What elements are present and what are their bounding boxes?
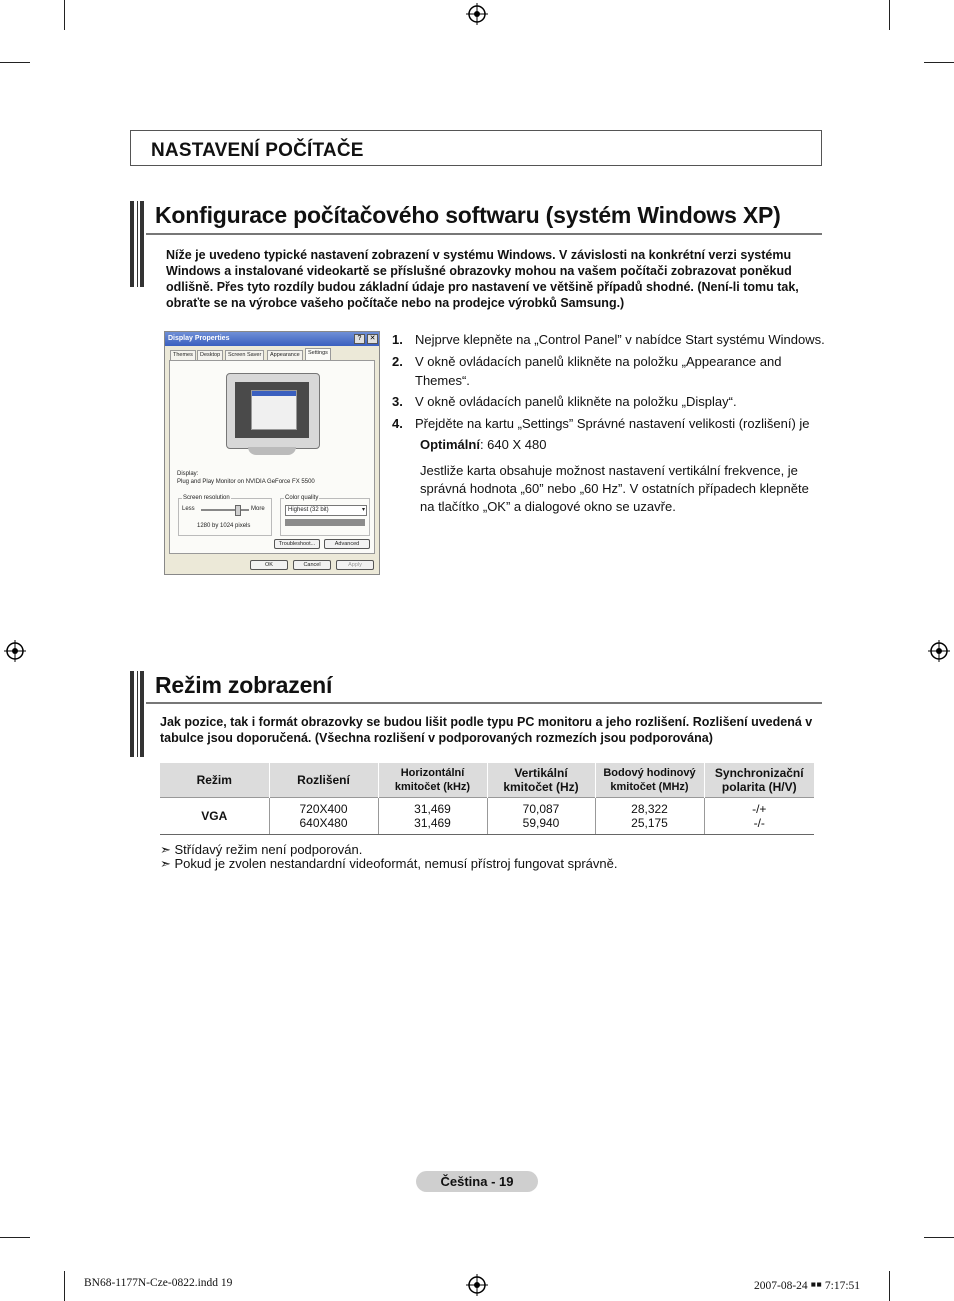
section-title-box [130,130,822,166]
monitor-screen [235,382,309,438]
cell-value: -/+ [752,802,767,816]
heading-bar [130,671,144,757]
cell-value: -/- [753,816,765,830]
cell-polarity [704,798,814,835]
table-header-row [160,763,814,798]
cell-value: 31,469 [414,816,451,830]
crop-mark [64,1271,65,1301]
cell-resolution [269,798,378,835]
heading-rule [146,702,822,704]
step-number: 3. [392,394,403,409]
resolution-slider[interactable] [201,509,249,511]
less-label: Less [182,506,195,512]
step-number: 4. [392,416,403,431]
cell-value: 640X480 [299,816,348,830]
color-quality-select[interactable] [285,505,367,516]
step-text: V okně ovládacích panelů klikněte na položku „Appearance and Themes“. [415,354,782,388]
troubleshoot-button[interactable]: Troubleshoot... [274,539,320,549]
crop-mark [924,62,954,63]
cell-horizontal [378,798,487,835]
ok-button[interactable]: OK [250,560,288,570]
cell-mode: VGA [160,798,269,835]
cell-value: 28,322 [631,802,668,816]
frequency-note: Jestliže karta obsahuje možnost nastavení vertikální frekvence, je správná hodnota „60” nebo „60 Hz”. V ostatních případech klepněte na tlačítko „OK” a dialogové okno se uzavře. [420,463,809,514]
crop-mark [0,1237,30,1238]
resolution-value: 1280 by 1024 pixels [197,523,251,529]
display-mode-heading: Režim zobrazení [155,672,333,698]
display-mode-intro: Jak pozice, tak i formát obrazovky se budou lišit podle typu PC monitoru a jeho rozlišení. Rozlišení uvedená v tabulce jsou doporučená. (Všechna rozlišení v podporovaných rozmezích jsou podporována) [160,715,813,745]
print-file-info: BN68-1177N-Cze-0822.indd 19 [84,1277,233,1289]
monitor-icon [226,373,320,449]
color-bar [285,519,365,526]
help-icon[interactable]: ? [354,334,365,344]
more-label: More [251,506,265,512]
settings-panel [169,360,375,554]
color-quality-value: Highest (32 bit) [288,507,329,513]
tab-desktop[interactable]: Desktop [197,350,223,360]
cell-pixel-clock [595,798,704,835]
page-number: Čeština - 19 [416,1171,538,1192]
optimal-value: : 640 X 480 [479,437,547,452]
resolution-group-label: Screen resolution [183,495,230,501]
heading-bar [130,201,144,287]
crop-mark [64,0,65,30]
header-vertical: Vertikální kmitočet (Hz) [487,763,595,798]
step-text: Nejprve klepněte na „Control Panel” v nabídce Start systému Windows. [415,332,825,347]
cell-value: 25,175 [631,816,668,830]
monitor-stand-icon [248,447,296,455]
color-group [280,495,370,536]
header-pixel-clock: Bodový hodinový kmitočet (MHz) [595,763,704,798]
optimal-label: Optimální [420,437,480,452]
dialog-title: Display Properties [168,335,230,342]
cell-vertical [487,798,595,835]
tab-themes[interactable]: Themes [170,350,196,360]
registration-mark-icon [928,640,950,662]
header-resolution: Rozlišení [269,763,378,798]
step-text: V okně ovládacích panelů klikněte na položku „Display“. [415,394,737,409]
crop-mark [889,1271,890,1301]
dialog-title-bar [165,332,379,346]
note-interlaced: ➣ Střídavý režim není podporován. [160,842,363,857]
windows-intro: Níže je uvedeno typické nastavení zobrazení v systému Windows. V závislosti na konkrétní verzi systému Windows a instalované videokartě se příslušné obrazovky mohou na vašem počítači zobrazovat poněkud odlišně. Přes tyto rozdíly budou základní údaje pro nastavení ve většině případů shodné. (Není-li tomu tak, obraťte se na výrobce vašeho počítače nebo na prodejce výrobků Samsung.) [166,248,799,310]
crop-mark [0,62,30,63]
step-text: Přejděte na kartu „Settings” Správné nastavení velikosti (rozlišení) je [415,416,810,431]
tab-screen-saver[interactable]: Screen Saver [225,350,264,360]
resolution-group [178,495,272,536]
print-date-info: 2007-08-24 ￭￭ 7:17:51 [754,1280,861,1292]
slider-thumb[interactable] [235,505,241,516]
windows-heading: Konfigurace počítačového softwaru (systém Windows XP) [155,202,781,228]
display-properties-dialog [164,331,380,575]
advanced-button[interactable]: Advanced [324,539,370,549]
crop-mark [924,1237,954,1238]
tab-appearance[interactable]: Appearance [267,350,303,360]
close-icon[interactable]: ✕ [367,334,378,344]
cell-value: 31,469 [414,802,451,816]
optimal-resolution [420,436,820,454]
apply-button[interactable]: Apply [336,560,374,570]
cancel-button[interactable]: Cancel [293,560,331,570]
note-nonstandard: ➣ Pokud je zvolen nestandardní videoformát, nemusí přístroj fungovat správně. [160,856,618,871]
cell-value: 720X400 [299,802,348,816]
section-title: NASTAVENÍ POČÍTAČE [151,140,364,161]
display-mode-table [160,763,814,835]
step-number: 1. [392,332,403,347]
cell-value: 59,940 [522,816,560,830]
display-value: Plug and Play Monitor on NVIDIA GeForce FX 5500 [177,479,315,485]
display-label: Display: [177,471,199,477]
header-mode: Režim [160,763,269,798]
table-row [160,798,814,835]
tab-settings[interactable]: Settings [305,348,331,360]
heading-rule [146,233,822,235]
color-group-label: Color quality [285,495,319,501]
cell-value: 70,087 [522,802,560,816]
step-number: 2. [392,354,403,369]
registration-mark-icon [466,3,488,25]
registration-mark-icon [466,1274,488,1296]
header-polarity: Synchronizační polarita (H/V) [704,763,814,798]
crop-mark [889,0,890,30]
chevron-down-icon: ▾ [361,507,365,513]
window-preview-icon [251,390,297,430]
header-horizontal: Horizontální kmitočet (kHz) [378,763,487,798]
registration-mark-icon [4,640,26,662]
